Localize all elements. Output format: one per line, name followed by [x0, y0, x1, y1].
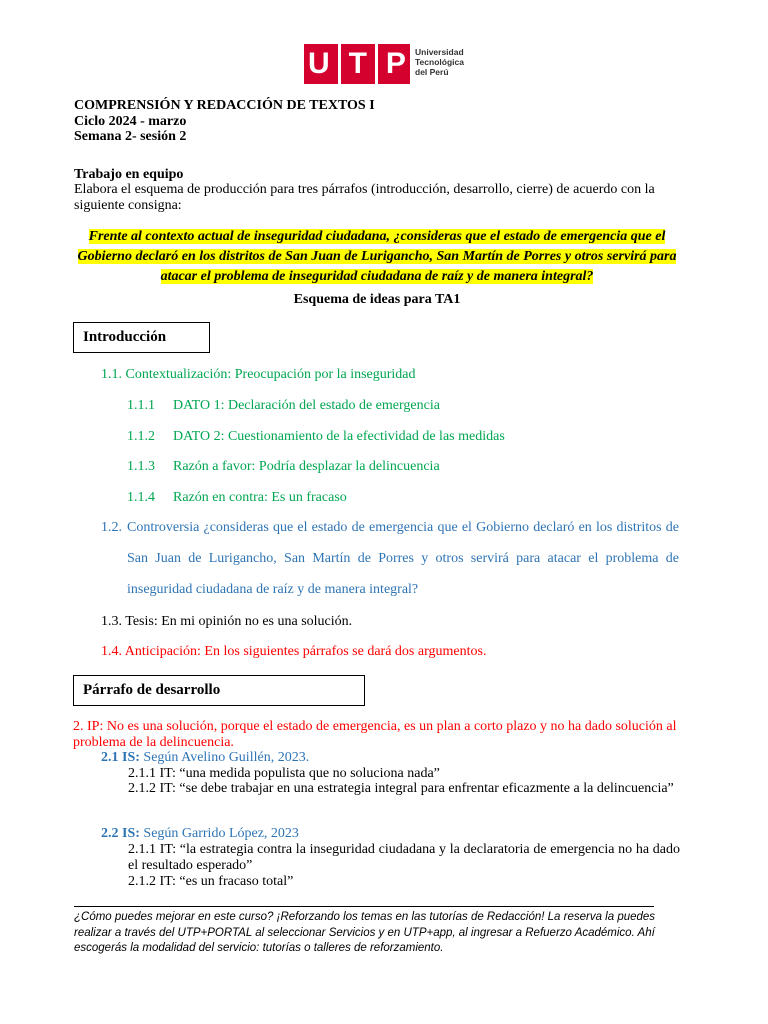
- development-is-2-2: [101, 826, 299, 842]
- highlighted-prompt: Frente al contexto actual de inseguridad ciudadana, ¿consideras que el estado de emergencia que el Gobierno declaró en los distritos de San Juan de Lurigancho, San Martín de Porres y otros servirá para atacar el problema de inseguridad ciudadana de raíz y de manera integral?: [77, 229, 677, 284]
- intro-subitem-1-1-4: [127, 490, 347, 506]
- item-number: 1.1.3: [127, 459, 155, 474]
- course-title: COMPRENSIÓN Y REDACCIÓN DE TEXTOS I: [74, 98, 375, 113]
- development-is-2-1: [101, 750, 309, 766]
- item-text: Controversia ¿consideras que el estado de emergencia que el Gobierno declaró en los distritos de San Juan de Lurigancho, San Martín de Porres y otros servirá para atacar el problema de inseguridad ciudadana de raíz y de manera integral?: [127, 520, 679, 597]
- development-heading-box: Párrafo de desarrollo: [73, 675, 365, 706]
- course-cycle: Ciclo 2024 - marzo: [74, 114, 187, 129]
- is-text: Según Avelino Guillén, 2023.: [139, 750, 310, 765]
- intro-subitem-1-1-1: [127, 398, 440, 414]
- intro-item-1-1: [101, 367, 681, 383]
- development-it-2-1-2: 2.1.2 IT: “se debe trabajar en una estrategia integral para enfrentar eficazmente a la delincuencia”: [128, 781, 674, 796]
- course-week: Semana 2- sesión 2: [74, 129, 187, 144]
- item-number: 1.1.1: [127, 398, 155, 413]
- intro-heading-box: Introducción: [73, 322, 210, 353]
- item-number: 1.1.: [101, 367, 122, 382]
- item-text: DATO 1: Declaración del estado de emergencia: [173, 398, 440, 413]
- logo-separator: [338, 44, 341, 84]
- logo-letter-u: U: [307, 47, 330, 80]
- task-prompt: [74, 227, 680, 287]
- is-text: Según Garrido López, 2023: [139, 826, 299, 841]
- intro-item-1-2: [101, 520, 679, 605]
- development-it-2-2-2: 2.1.2 IT: “es un fracaso total”: [128, 874, 294, 889]
- item-text: Razón a favor: Podría desplazar la delincuencia: [173, 459, 440, 474]
- task-title: Trabajo en equipo: [74, 167, 184, 182]
- development-it-2-2-1: 2.1.1 IT: “la estrategia contra la inseguridad ciudadana y la declaratoria de emergencia no ha dado el resultado esperado”: [128, 842, 680, 873]
- intro-subitem-1-1-3: [127, 459, 440, 475]
- logo-separator: [375, 44, 378, 84]
- is-label: 2.2 IS:: [101, 826, 140, 841]
- item-number: 1.1.4: [127, 490, 155, 505]
- utp-logo: [304, 44, 410, 84]
- intro-item-1-3-thesis: 1.3. Tesis: En mi opinión no es una solución.: [101, 614, 353, 629]
- logo-line: Tecnológica: [415, 57, 464, 67]
- item-text: DATO 2: Cuestionamiento de la efectividad de las medidas: [173, 429, 505, 444]
- is-label: 2.1 IS:: [101, 750, 140, 765]
- logo-university-name: [415, 47, 464, 77]
- item-text: Razón en contra: Es un fracaso: [173, 490, 347, 505]
- logo-letter-p: P: [385, 47, 406, 80]
- scheme-title: Esquema de ideas para TA1: [293, 292, 461, 307]
- intro-item-1-4-anticipation: 1.4. Anticipación: En los siguientes párrafos se dará dos argumentos.: [101, 644, 487, 659]
- development-it-2-1-1: 2.1.1 IT: “una medida populista que no soluciona nada”: [128, 766, 440, 781]
- footer-divider: [74, 906, 654, 907]
- logo-letter-t: T: [348, 47, 367, 80]
- task-instruction: Elabora el esquema de producción para tres párrafos (introducción, desarrollo, cierre) de acuerdo con la siguiente consigna:: [74, 182, 655, 213]
- footer-note: ¿Cómo puedes mejorar en este curso? ¡Reforzando los temas en las tutorías de Redacción! La reserva la puedes realizar a través del UTP+PORTAL al seleccionar Servicios y en UTP+app, al ingresar a Refuerzo Académico. Ahí escogerás la modalidad del servicio: tutorías o talleres de reforzamiento.: [74, 911, 656, 954]
- development-ip: 2. IP: No es una solución, porque el estado de emergencia, es un plan a corto plazo y no ha dado solución al problema de la delincuencia.: [73, 719, 677, 750]
- logo-line: Universidad: [415, 47, 464, 57]
- item-number: 1.1.2: [127, 429, 155, 444]
- intro-subitem-1-1-2: [127, 429, 505, 445]
- item-text: Contextualización: Preocupación por la inseguridad: [125, 367, 416, 382]
- item-number: 1.2.: [101, 520, 122, 535]
- logo-line: del Perú: [415, 67, 449, 77]
